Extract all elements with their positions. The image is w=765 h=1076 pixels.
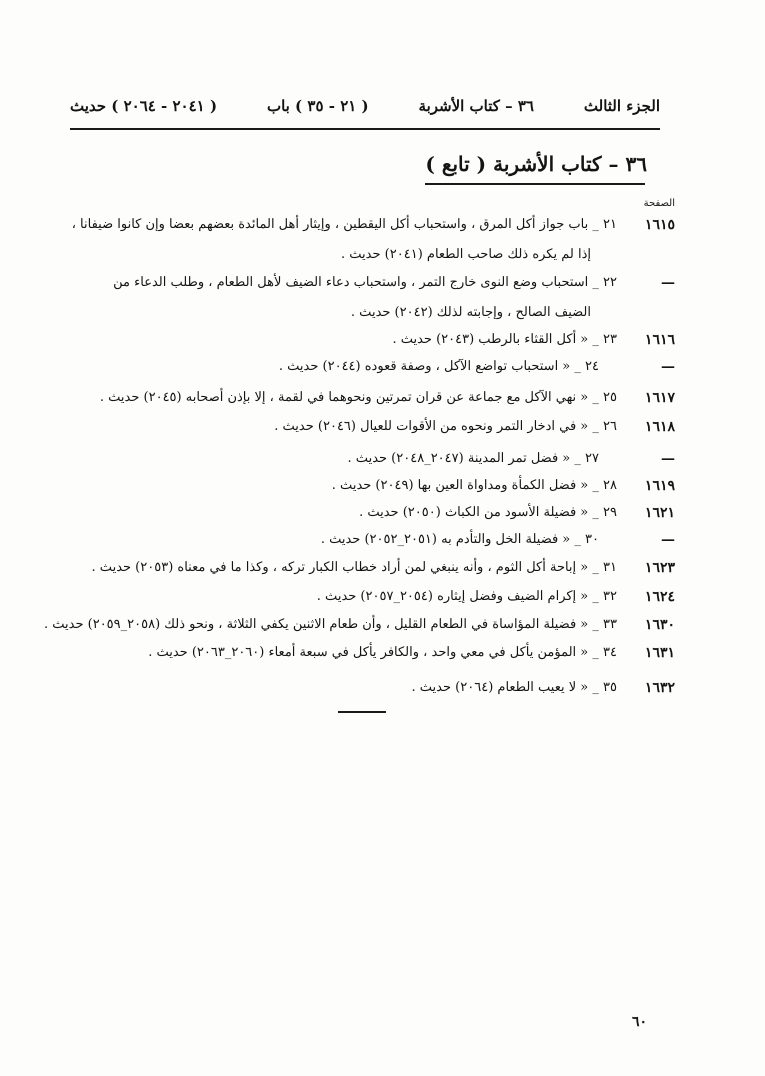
entry-title-line: ٢٣ _ « أكل القثاء بالرطب (٢٠٤٣) حديث .: [392, 332, 617, 347]
header-book: ٣٦ – كتاب الأشربة: [418, 97, 534, 115]
entry-title-line: ٣١ _ « إباحة أكل الثوم ، وأنه ينبغي لمن أراد خطاب الكبار تركه ، وكذا ما في معناه (٢٠٥٣) حديث .: [91, 560, 617, 575]
entry-page-number: ١٦٢١: [644, 505, 675, 521]
chapter-title: ٣٦ – كتاب الأشربة ( تابع ): [425, 152, 647, 176]
entry-title-line: ٢٤ _ « استحباب تواضع الآكل ، وصفة قعوده (٢٠٤٤) حديث .: [278, 359, 599, 374]
entry-page-number: —: [661, 532, 675, 548]
entry-title: [97, 582, 617, 612]
entry-page-number: ١٦٢٣: [644, 560, 675, 576]
entry-title-continuation: إذا لم يكره ذلك صاحب الطعام (٢٠٤١) حديث .: [341, 247, 591, 262]
entry-page-number: —: [661, 451, 675, 467]
end-rule: [338, 711, 386, 713]
entry-title-line: ٢٢ _ استحباب وضع النوى خارج التمر ، واستحباب دعاء الضيف لأهل الطعام ، وطلب الدعاء من: [113, 275, 617, 290]
entry-title-line: ٢٨ _ « فضل الكمأة ومداواة العين بها (٢٠٤٩) حديث .: [331, 478, 617, 493]
header-chapters-range: ( ٢١ - ٣٥ ) باب: [266, 97, 369, 115]
entry-title: [97, 268, 617, 328]
entry-title: [97, 498, 617, 528]
entry-page-number: —: [661, 275, 675, 291]
entry-title-line: ٢٦ _ « في ادخار التمر ونحوه من الأقوات للعيال (٢٠٤٦) حديث .: [274, 419, 617, 434]
entry-page-number: ١٦٣٢: [644, 680, 675, 696]
entry-page-number: ١٦١٩: [644, 478, 675, 494]
entry-title: [97, 325, 617, 355]
entry-title: [44, 610, 617, 640]
entry-title: [71, 210, 617, 270]
entry-title: [97, 638, 617, 668]
entry-page-number: ١٦١٧: [644, 390, 675, 406]
entry-page-number: ١٦٣١: [644, 645, 675, 661]
entry-title-line: ٢٩ _ « فضيلة الأسود من الكباث (٢٠٥٠) حديث .: [359, 505, 617, 520]
entry-title: [97, 352, 599, 382]
entry-page-number: ١٦٢٤: [644, 589, 675, 605]
entry-page-number: ١٦١٥: [644, 217, 675, 233]
page-column-label: الصفحة: [643, 198, 675, 209]
entry-title: [97, 673, 617, 703]
entry-title-line: ٢٧ _ « فضل تمر المدينة (٢٠٤٧_٢٠٤٨) حديث .: [347, 451, 599, 466]
entry-page-number: —: [661, 359, 675, 375]
entry-title-line: ٢٥ _ « نهي الآكل مع جماعة عن قران تمرتين ونحوهما في لقمة ، إلا بإذن أصحابه (٢٠٤٥) حديث .: [99, 390, 617, 405]
entry-title-line: ٢١ _ باب جواز أكل المرق ، واستحباب أكل اليقطين ، وإيثار أهل المائدة بعضهم بعضا وإن كانوا ضيفانا ،: [71, 217, 617, 232]
entry-title-line: ٣٢ _ « إكرام الضيف وفضل إيثاره (٢٠٥٤_٢٠٥٧) حديث .: [316, 589, 617, 604]
entry-page-number: ١٦٣٠: [644, 617, 675, 633]
header-hadith-range: ( ٢٠٤١ - ٢٠٦٤ ) حديث: [70, 97, 218, 115]
entry-title-line: ٣٣ _ « فضيلة المؤاساة في الطعام القليل ، وأن طعام الاثنين يكفي الثلاثة ، ونحو ذلك (٢٠٥٨_٢٠٥٩) حديث .: [44, 617, 617, 632]
entry-title: [97, 444, 599, 474]
entry-title-line: ٣٠ _ « فضيلة الخل والتأدم به (٢٠٥١_٢٠٥٢) حديث .: [320, 532, 599, 547]
entry-title-line: ٣٤ _ « المؤمن يأكل في معي واحد ، والكافر يأكل في سبعة أمعاء (٢٠٦٠_٢٠٦٣) حديث .: [148, 645, 617, 660]
entry-title: [91, 553, 617, 583]
entry-title: [97, 383, 617, 413]
entry-page-number: ١٦١٦: [644, 332, 675, 348]
entry-title: [97, 525, 599, 555]
entry-title: [97, 471, 617, 501]
entry-title-line: ٣٥ _ « لا يعيب الطعام (٢٠٦٤) حديث .: [411, 680, 617, 695]
entry-title-continuation: الضيف الصالح ، وإجابته لذلك (٢٠٤٢) حديث .: [350, 305, 591, 320]
entry-title: [97, 412, 617, 442]
header-volume: الجزء الثالث: [583, 97, 660, 115]
entry-page-number: ١٦١٨: [644, 419, 675, 435]
page-number: ٦٠: [631, 1014, 647, 1030]
